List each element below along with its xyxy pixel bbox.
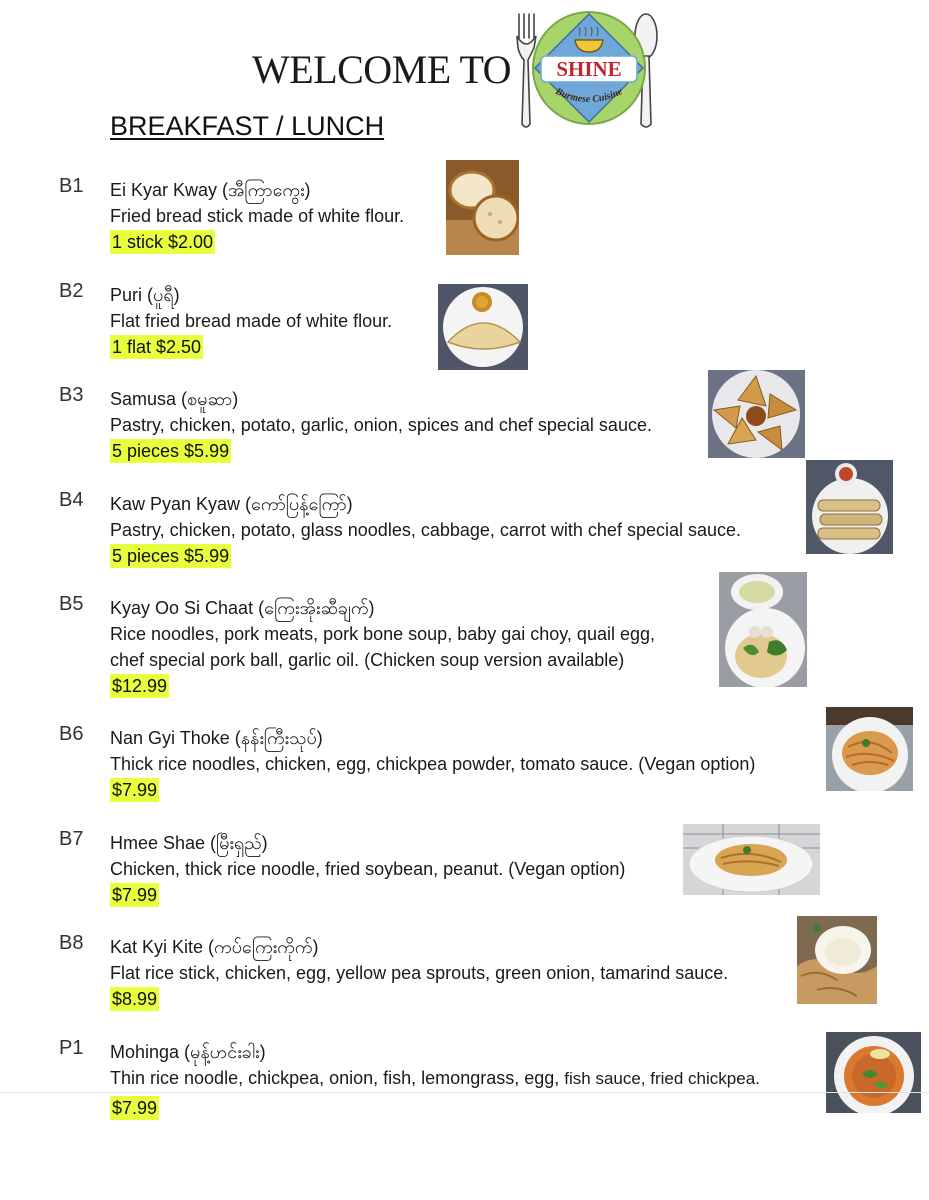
dish-photo-b3 [708,370,805,458]
item-price: 5 pieces $5.99 [112,546,230,566]
dish-photo-b2 [438,284,528,370]
dish-photo-b7 [683,824,820,895]
item-code: P1 [59,1037,84,1059]
dish-photo-b5 [719,572,807,687]
item-description-main: Thin rice noodle, chickpea, onion, fish, lemongrass, egg, [110,1068,565,1088]
item-name: Samusa (စမူဆာ) [110,389,239,409]
item-price: 1 stick $2.00 [112,232,214,252]
item-description: Thick rice noodles, chicken, egg, chickpea powder, tomato sauce. (Vegan option) [110,754,756,774]
restaurant-logo [513,8,663,134]
item-description: Flat rice stick, chicken, egg, yellow pea sprouts, green onion, tamarind sauce. [110,963,729,983]
item-code: B7 [59,828,84,850]
item-price: $12.99 [112,676,168,696]
item-price: 5 pieces $5.99 [112,441,230,461]
item-name: Ei Kyar Kway (အီကြာကွေး) [110,180,311,200]
item-description: Flat fried bread made of white flour. [110,311,393,331]
item-description: Fried bread stick made of white flour. [110,206,405,226]
page-divider [0,1092,929,1093]
item-price: 1 flat $2.50 [112,337,202,357]
item-price: $8.99 [112,989,158,1009]
item-description: Rice noodles, pork meats, pork bone soup, baby gai choy, quail egg, [110,624,656,644]
item-name: Nan Gyi Thoke (နန်းကြီးသုပ်) [110,728,323,748]
dish-photo-p1 [826,1032,921,1113]
item-code: B6 [59,723,84,745]
item-price: $7.99 [112,780,158,800]
item-description: Pastry, chicken, potato, glass noodles, cabbage, carrot with chef special sauce. [110,520,742,540]
item-description: Pastry, chicken, potato, garlic, onion, spices and chef special sauce. [110,415,652,435]
item-price: $7.99 [112,1098,158,1118]
dish-photo-b8 [797,916,877,1004]
item-code: B3 [59,384,84,406]
item-name: Mohinga (မုန့်ဟင်းခါး) [110,1042,266,1062]
item-price: $7.99 [112,885,158,905]
item-code: B4 [59,489,84,511]
svg-text:Burmese Cuisine: Burmese Cuisine [553,86,625,106]
item-name: Hmee Shae (မြီးရှည်) [110,833,268,853]
item-name: Kat Kyi Kite (ကပ်ကြေးကိုက်) [110,937,319,957]
item-name: Puri (ပူရီ) [110,285,180,305]
item-description-tail: fish sauce, fried chickpea. [564,1069,760,1088]
dish-photo-b6 [826,707,913,791]
item-code: B5 [59,593,84,615]
item-description [110,1065,760,1092]
section-title: BREAKFAST / LUNCH [110,111,385,141]
svg-text:SHINE: SHINE [556,57,622,81]
dish-photo-b4 [806,460,893,554]
welcome-heading: WELCOME TO [252,47,512,92]
item-description: chef special pork ball, garlic oil. (Chicken soup version available) [110,650,625,670]
item-name: Kaw Pyan Kyaw (ကော်ပြန့်ကြော်) [110,494,353,514]
item-code: B8 [59,932,84,954]
item-code: B2 [59,280,84,302]
item-name: Kyay Oo Si Chaat (ကြေးအိုးဆီချက်) [110,598,375,618]
item-description: Chicken, thick rice noodle, fried soybean, peanut. (Vegan option) [110,859,626,879]
item-code: B1 [59,175,84,197]
dish-photo-b1 [446,160,519,255]
